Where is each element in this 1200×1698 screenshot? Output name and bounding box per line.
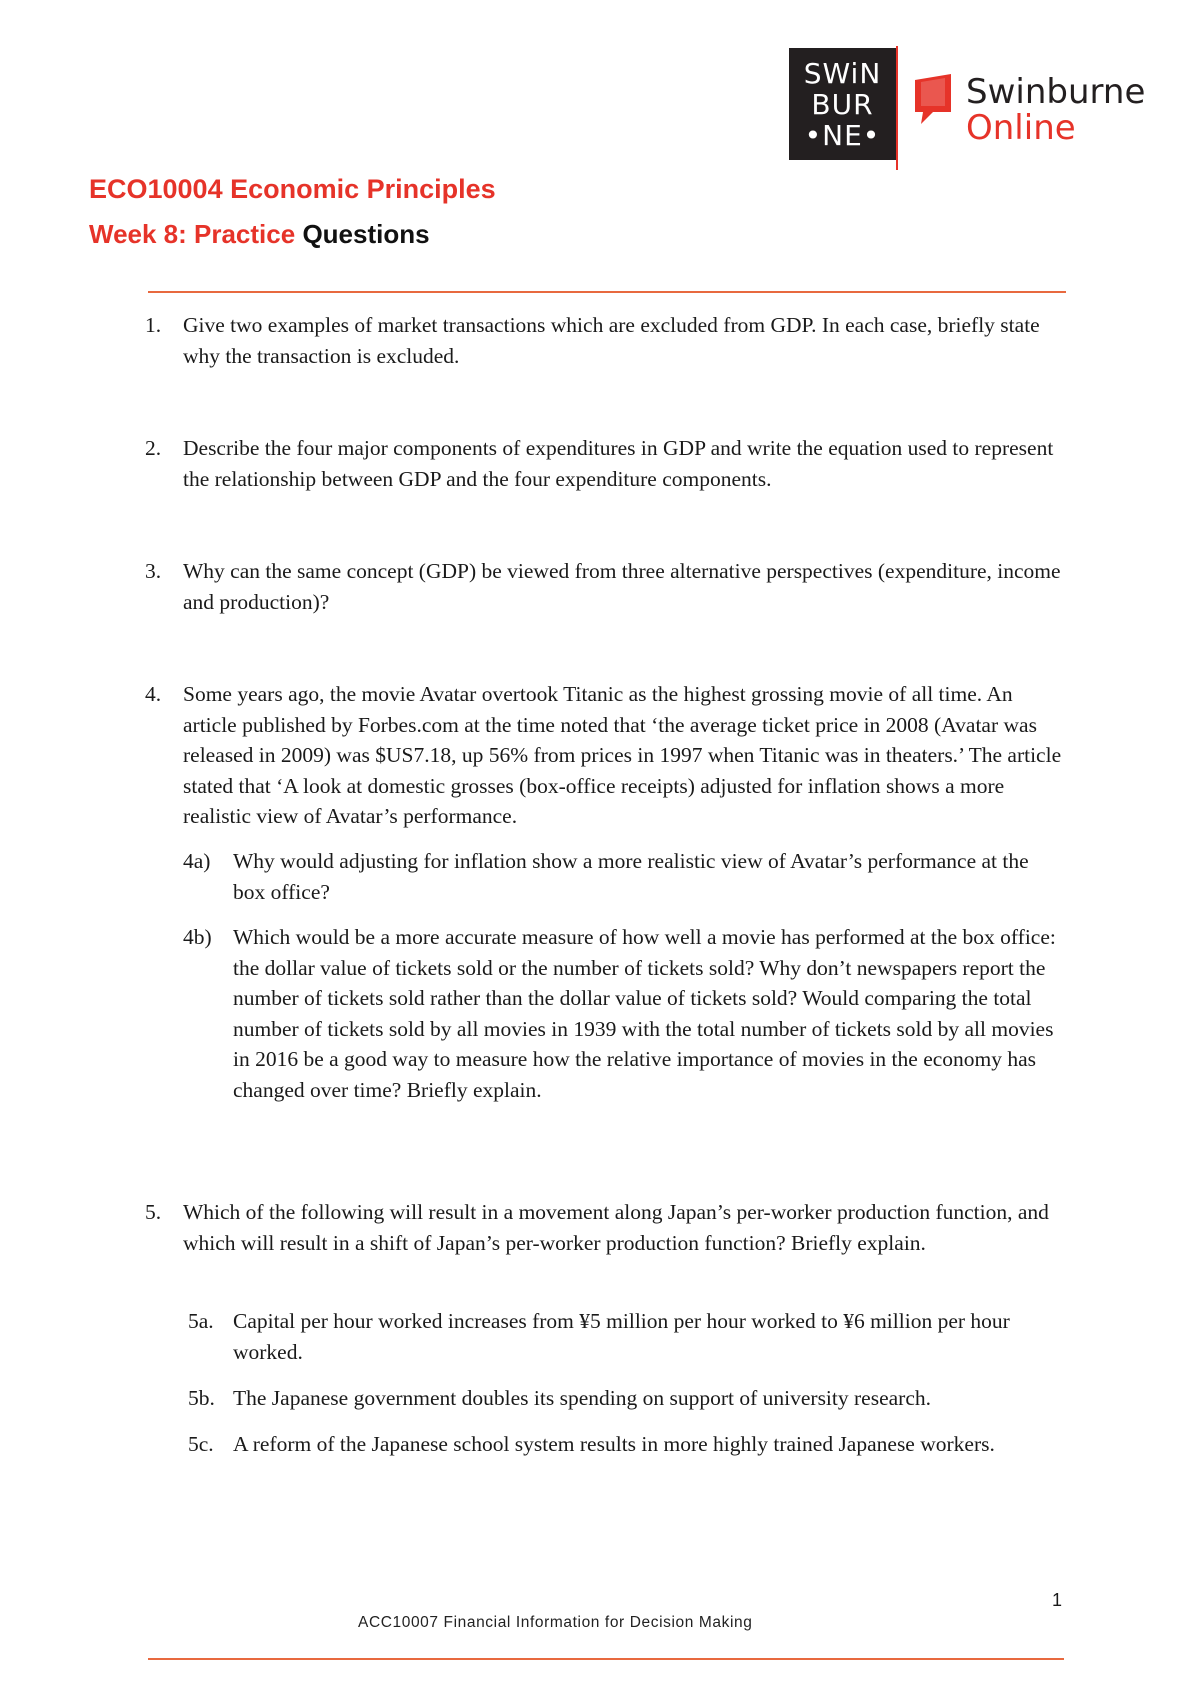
subquestion-number: 5a. bbox=[188, 1309, 214, 1333]
question-3 bbox=[145, 556, 1065, 617]
subquestion-text: A reform of the Japanese school system results in more highly trained Japanese workers. bbox=[233, 1432, 995, 1456]
question-4 bbox=[145, 679, 1065, 832]
question-5c bbox=[188, 1429, 1065, 1460]
question-2 bbox=[145, 433, 1065, 494]
subquestion-number: 5b. bbox=[188, 1386, 215, 1410]
question-4b bbox=[183, 922, 1065, 1105]
logo-online-line1: Swinburne bbox=[966, 72, 1146, 112]
question-text: Some years ago, the movie Avatar overtook Titanic as the highest grossing movie of all time. An article published by Forbes.com at the time noted that ‘the average ticket price in 2008 (Avatar was released in 2009) was $US7.18, up 56% from prices in 1997 when Titanic was in theaters.’ The article stated that ‘A look at domestic grosses (box-office receipts) adjusted for inflation shows a more realistic view of Avatar’s performance. bbox=[183, 682, 1062, 828]
subquestion-number: 5c. bbox=[188, 1432, 214, 1456]
question-5a bbox=[188, 1306, 1065, 1367]
subquestion-text: Which would be a more accurate measure of how well a movie has performed at the box office: the dollar value of tickets sold or the number of tickets sold? Why don’t newspapers report the number of tickets sold rather than the dollar value of tickets sold? Would comparing the total number of tickets sold by all movies in 1939 with the total number of tickets sold by all movies in 2016 be a good way to measure how the relative importance of movies in the economy has changed over time? Briefly explain. bbox=[233, 925, 1056, 1102]
question-text: Describe the four major components of expenditures in GDP and write the equation used to represent the relationship between GDP and the four expenditure components. bbox=[183, 436, 1054, 491]
subquestion-text: The Japanese government doubles its spending on support of university research. bbox=[233, 1386, 931, 1410]
logo-swin-line2: BUR bbox=[811, 87, 874, 121]
logo-swin-line3: •NE• bbox=[804, 118, 881, 152]
question-number: 5. bbox=[145, 1200, 162, 1224]
speech-bubble-icon bbox=[911, 72, 955, 130]
swinburne-logo bbox=[789, 48, 896, 160]
swinburne-online-logo bbox=[966, 74, 1145, 146]
question-number: 3. bbox=[145, 559, 162, 583]
question-number: 4. bbox=[145, 682, 162, 706]
question-text: Which of the following will result in a movement along Japan’s per-worker production function, and which will result in a shift of Japan’s per-worker production function? Briefly explain. bbox=[183, 1200, 1049, 1255]
header-divider bbox=[148, 291, 1066, 293]
question-text: Give two examples of market transactions which are excluded from GDP. In each case, briefly state why the transaction is excluded. bbox=[183, 313, 1040, 368]
question-4a bbox=[183, 846, 1065, 907]
question-5b bbox=[188, 1383, 1065, 1414]
question-number: 1. bbox=[145, 313, 162, 337]
subtitle-week: Week 8: Practice bbox=[89, 219, 296, 249]
footer-text: ACC10007 Financial Information for Decision Making bbox=[358, 1614, 753, 1631]
logo-divider bbox=[896, 46, 898, 170]
page-subtitle bbox=[89, 219, 430, 250]
logo-online-line2: Online bbox=[966, 108, 1076, 148]
subquestion-number: 4b) bbox=[183, 925, 212, 949]
question-1 bbox=[145, 310, 1065, 371]
question-5 bbox=[145, 1197, 1065, 1258]
subquestion-text: Why would adjusting for inflation show a more realistic view of Avatar’s performance at the box office? bbox=[233, 849, 1029, 904]
question-text: Why can the same concept (GDP) be viewed from three alternative perspectives (expenditure, income and production)? bbox=[183, 559, 1061, 614]
page-number: 1 bbox=[1052, 1590, 1063, 1610]
page-title: ECO10004 Economic Principles bbox=[89, 174, 496, 204]
footer-divider bbox=[148, 1658, 1064, 1660]
subquestion-text: Capital per hour worked increases from ¥5 million per hour worked to ¥6 million per hour worked. bbox=[233, 1309, 1010, 1364]
subquestion-number: 4a) bbox=[183, 849, 211, 873]
question-number: 2. bbox=[145, 436, 162, 460]
logo-swin-line1: SWiN bbox=[803, 56, 882, 90]
subtitle-questions: Questions bbox=[302, 219, 430, 249]
